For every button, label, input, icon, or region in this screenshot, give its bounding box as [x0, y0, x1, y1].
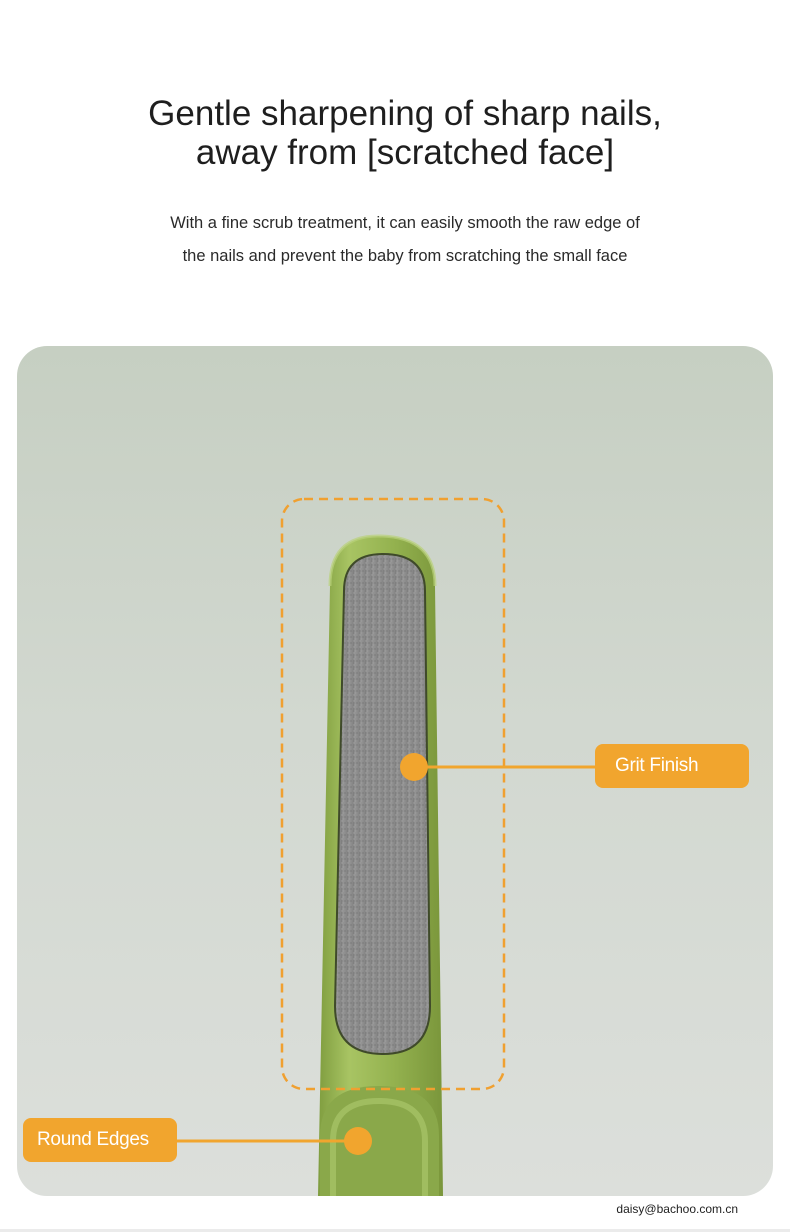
- grit-finish-label: Grit Finish: [595, 744, 749, 788]
- headline-line-1: Gentle sharpening of sharp nails,: [148, 94, 662, 133]
- round-edges-label: Round Edges: [23, 1118, 177, 1162]
- grit-finish-marker: [400, 753, 428, 781]
- description-line-1: With a fine scrub treatment, it can easily smooth the raw edge of: [170, 214, 640, 232]
- description: [60, 207, 750, 273]
- headline: [40, 94, 770, 172]
- headline-line-2: away from [scratched face]: [195, 133, 615, 172]
- round-edges-marker: [344, 1127, 372, 1155]
- description-line-2: the nails and prevent the baby from scratching the small face: [182, 247, 628, 265]
- contact-email: daisy@bachoo.com.cn: [616, 1202, 738, 1216]
- product-photo-panel: [17, 346, 773, 1196]
- grit-surface: [335, 554, 430, 1054]
